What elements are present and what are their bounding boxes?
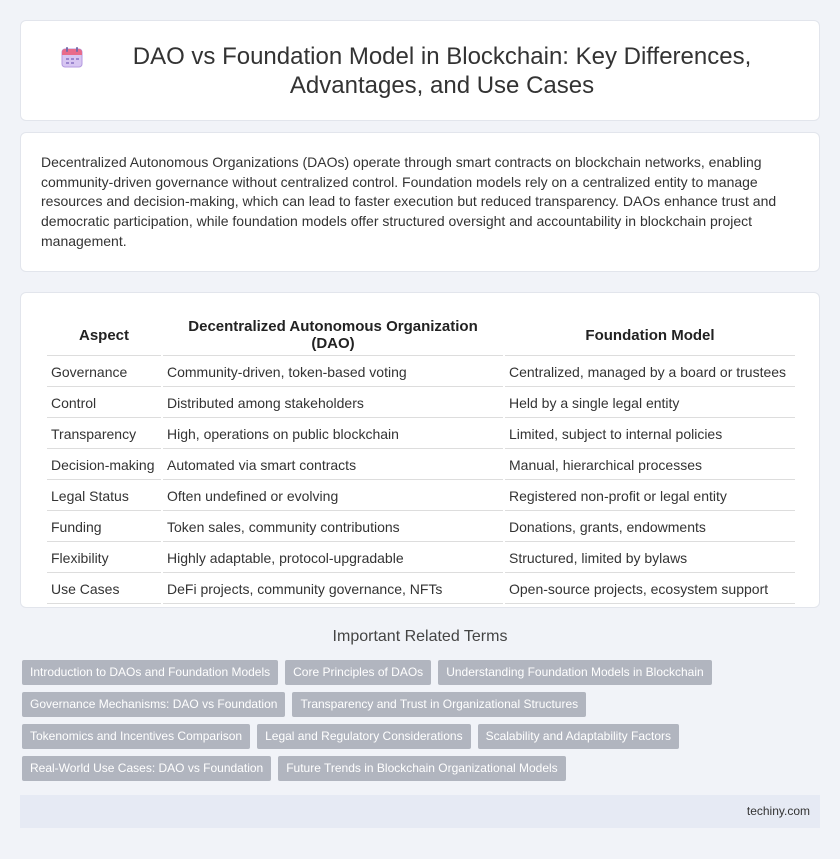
table-row	[47, 482, 795, 511]
related-terms-heading: Important Related Terms	[332, 628, 508, 645]
table-cell-dao: Community-driven, token-based voting	[163, 358, 503, 387]
table-cell-aspect: Decision-making	[47, 451, 161, 480]
related-term-tag[interactable]: Introduction to DAOs and Foundation Models	[22, 660, 278, 685]
title-card	[20, 20, 820, 121]
table-cell-aspect: Use Cases	[47, 575, 161, 604]
table-cell-aspect: Funding	[47, 513, 161, 542]
table-row	[47, 513, 795, 542]
table-cell-foundation: Donations, grants, endowments	[505, 513, 795, 542]
table-cell-dao: Highly adaptable, protocol-upgradable	[163, 544, 503, 573]
related-term-tag[interactable]: Future Trends in Blockchain Organizational Models	[278, 756, 565, 781]
table-cell-dao: Automated via smart contracts	[163, 451, 503, 480]
table-cell-dao: Token sales, community contributions	[163, 513, 503, 542]
footer-site-link[interactable]: techiny.com	[746, 804, 810, 818]
related-terms-list	[22, 660, 822, 788]
table-cell-aspect: Transparency	[47, 420, 161, 449]
related-term-tag[interactable]: Understanding Foundation Models in Blockchain	[438, 660, 712, 685]
table-cell-foundation: Limited, subject to internal policies	[505, 420, 795, 449]
related-term-tag[interactable]: Governance Mechanisms: DAO vs Foundation	[22, 692, 285, 717]
table-cell-aspect: Flexibility	[47, 544, 161, 573]
related-term-tag[interactable]: Real-World Use Cases: DAO vs Foundation	[22, 756, 271, 781]
table-cell-foundation: Centralized, managed by a board or trustees	[505, 358, 795, 387]
footer	[20, 795, 820, 828]
table-cell-dao: High, operations on public blockchain	[163, 420, 503, 449]
comparison-table	[45, 313, 797, 606]
table-row	[47, 420, 795, 449]
column-header-dao: Decentralized Autonomous Organization (DAO)	[163, 315, 503, 356]
table-cell-foundation: Held by a single legal entity	[505, 389, 795, 418]
table-row	[47, 575, 795, 604]
related-term-tag[interactable]: Scalability and Adaptability Factors	[478, 724, 679, 749]
page-title: DAO vs Foundation Model in Blockchain: Key Differences, Advantages, and Use Cases	[132, 42, 752, 99]
table-cell-foundation: Registered non-profit or legal entity	[505, 482, 795, 511]
table-cell-aspect: Governance	[47, 358, 161, 387]
column-header-foundation: Foundation Model	[505, 315, 795, 356]
table-row	[47, 451, 795, 480]
table-cell-foundation: Open-source projects, ecosystem support	[505, 575, 795, 604]
table-cell-dao: DeFi projects, community governance, NFTs	[163, 575, 503, 604]
table-cell-foundation: Structured, limited by bylaws	[505, 544, 795, 573]
table-row	[47, 389, 795, 418]
related-term-tag[interactable]: Core Principles of DAOs	[285, 660, 431, 685]
table-cell-dao: Distributed among stakeholders	[163, 389, 503, 418]
table-cell-dao: Often undefined or evolving	[163, 482, 503, 511]
column-header-aspect: Aspect	[47, 315, 161, 356]
comparison-table-card	[20, 292, 820, 608]
related-term-tag[interactable]: Transparency and Trust in Organizational Structures	[292, 692, 586, 717]
related-term-tag[interactable]: Tokenomics and Incentives Comparison	[22, 724, 250, 749]
table-row	[47, 358, 795, 387]
intro-text: Decentralized Autonomous Organizations (DAOs) operate through smart contracts on blockchain networks, enabling community-driven governance without centralized control. Foundation models rely on a centralized entity to manage resources and decision-making, which can lead to faster execution but reduced transparency. DAOs enhance trust and democratic participation, while foundation models offer structured oversight and accountability in blockchain project management.	[41, 154, 777, 249]
calendar-icon	[61, 46, 83, 68]
intro-card	[20, 132, 820, 272]
table-header-row	[47, 315, 795, 356]
table-row	[47, 544, 795, 573]
table-cell-foundation: Manual, hierarchical processes	[505, 451, 795, 480]
related-term-tag[interactable]: Legal and Regulatory Considerations	[257, 724, 470, 749]
table-cell-aspect: Legal Status	[47, 482, 161, 511]
title-wrap	[21, 42, 819, 100]
table-cell-aspect: Control	[47, 389, 161, 418]
